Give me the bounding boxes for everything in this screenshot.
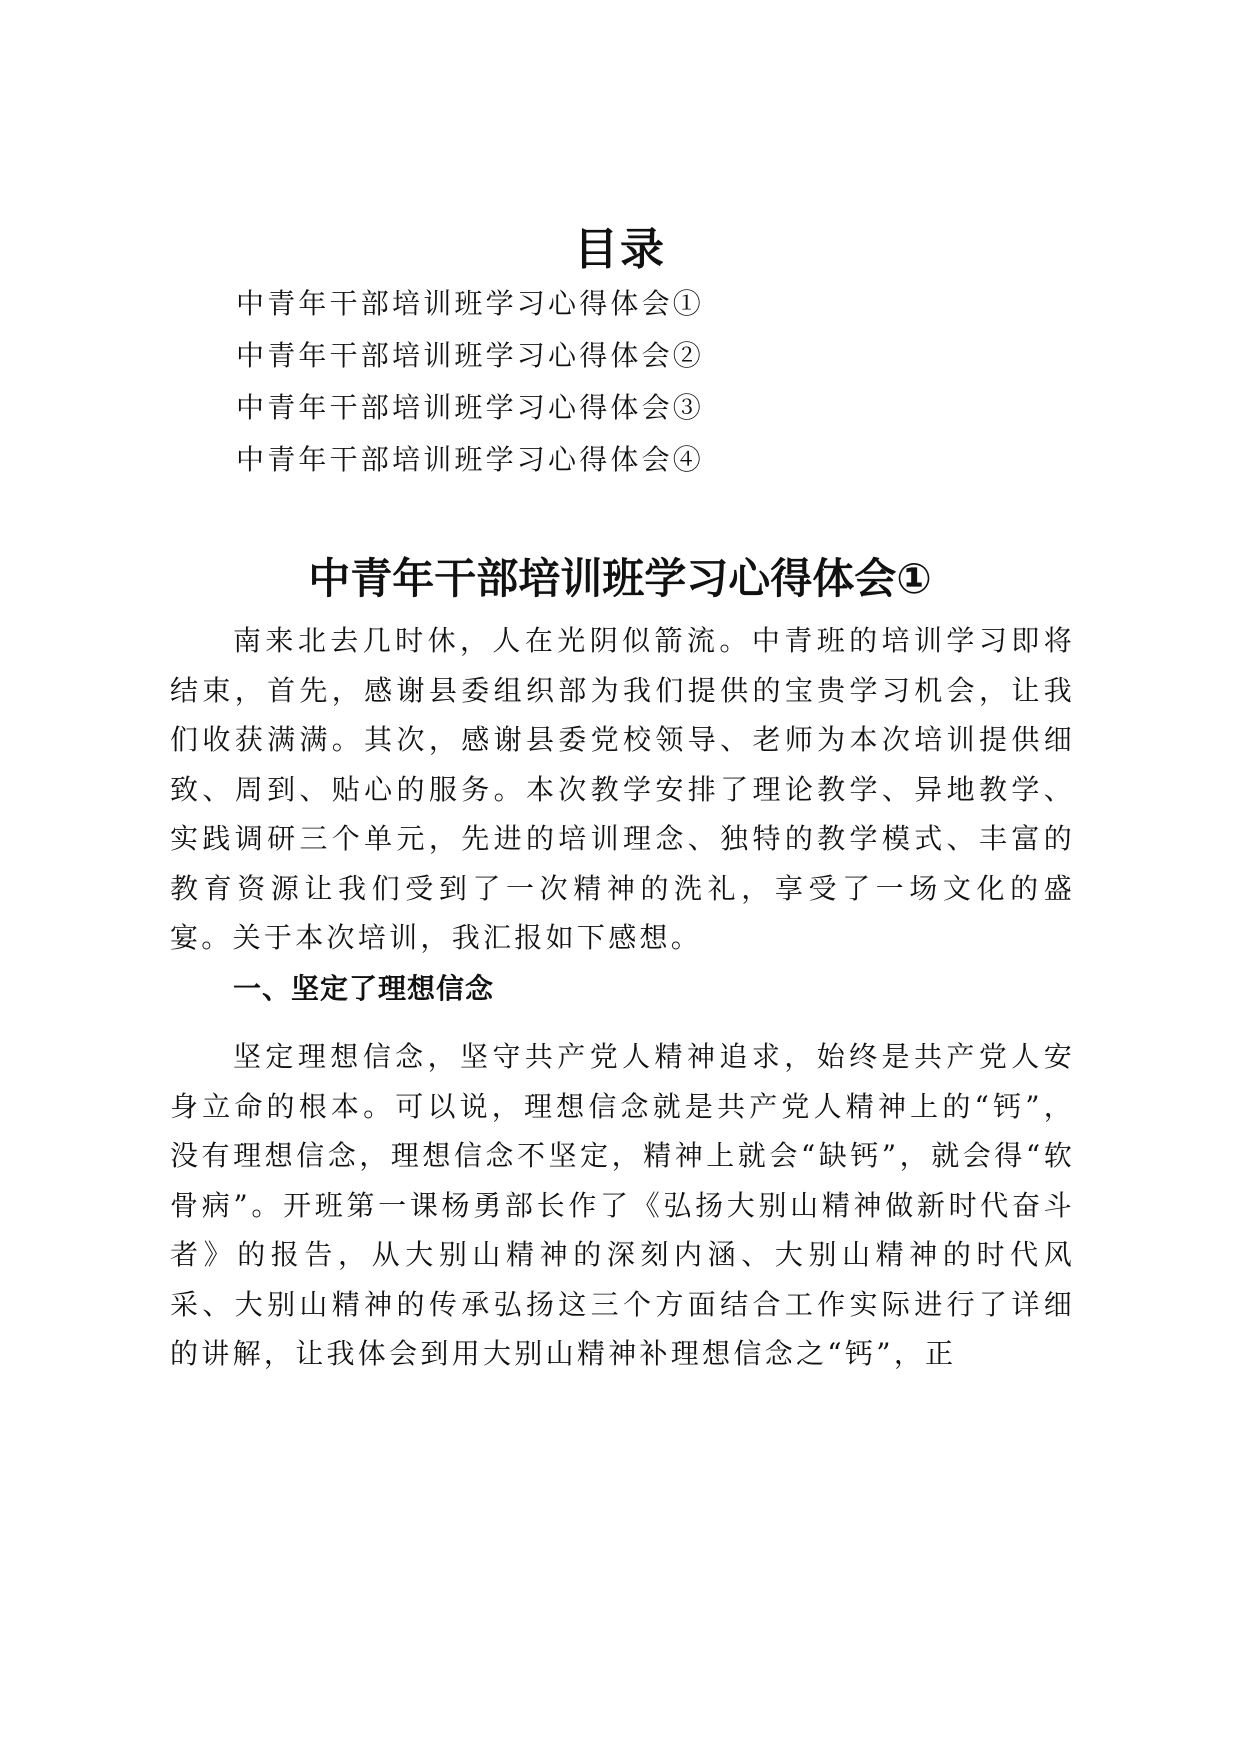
paragraph-intro: 南来北去几时休，人在光阴似箭流。中青班的培训学习即将结束，首先，感谢县委组织部为我们提供的宝贵学习机会，让我们收获满满。其次，感谢县委党校领导、老师为本次培训提供细致、周到、贴心的服务。本次教学安排了理论教学、异地教学、实践调研三个单元，先进的培训理念、独特的教学模式、丰富的教育资源让我们受到了一次精神的洗礼，享受了一场文化的盛宴。关于本次培训，我汇报如下感想。	[170, 624, 1075, 954]
article-title: 中青年干部培训班学习心得体会①	[308, 554, 932, 603]
toc-item-4[interactable]: 中青年干部培训班学习心得体会④	[236, 443, 705, 476]
toc-title: 目录	[574, 224, 666, 275]
toc-item-1[interactable]: 中青年干部培训班学习心得体会①	[236, 287, 705, 320]
toc-item-2[interactable]: 中青年干部培训班学习心得体会②	[236, 339, 705, 372]
paragraph-section-1: 坚定理想信念，坚守共产党人精神追求，始终是共产党人安身立命的根本。可以说，理想信念就是共产党人精神上的“钙”，没有理想信念，理想信念不坚定，精神上就会“缺钙”，就会得“软骨病”。开班第一课杨勇部长作了《弘扬大别山精神做新时代奋斗者》的报告，从大别山精神的深刻内涵、大别山精神的时代风采、大别山精神的传承弘扬这三个方面结合工作实际进行了详细的讲解，让我体会到用大别山精神补理想信念之“钙”，正	[170, 1040, 1075, 1370]
section-heading-1: 一、坚定了理想信念	[233, 972, 495, 1005]
toc-item-3[interactable]: 中青年干部培训班学习心得体会③	[236, 391, 705, 424]
table-of-contents	[236, 278, 704, 486]
